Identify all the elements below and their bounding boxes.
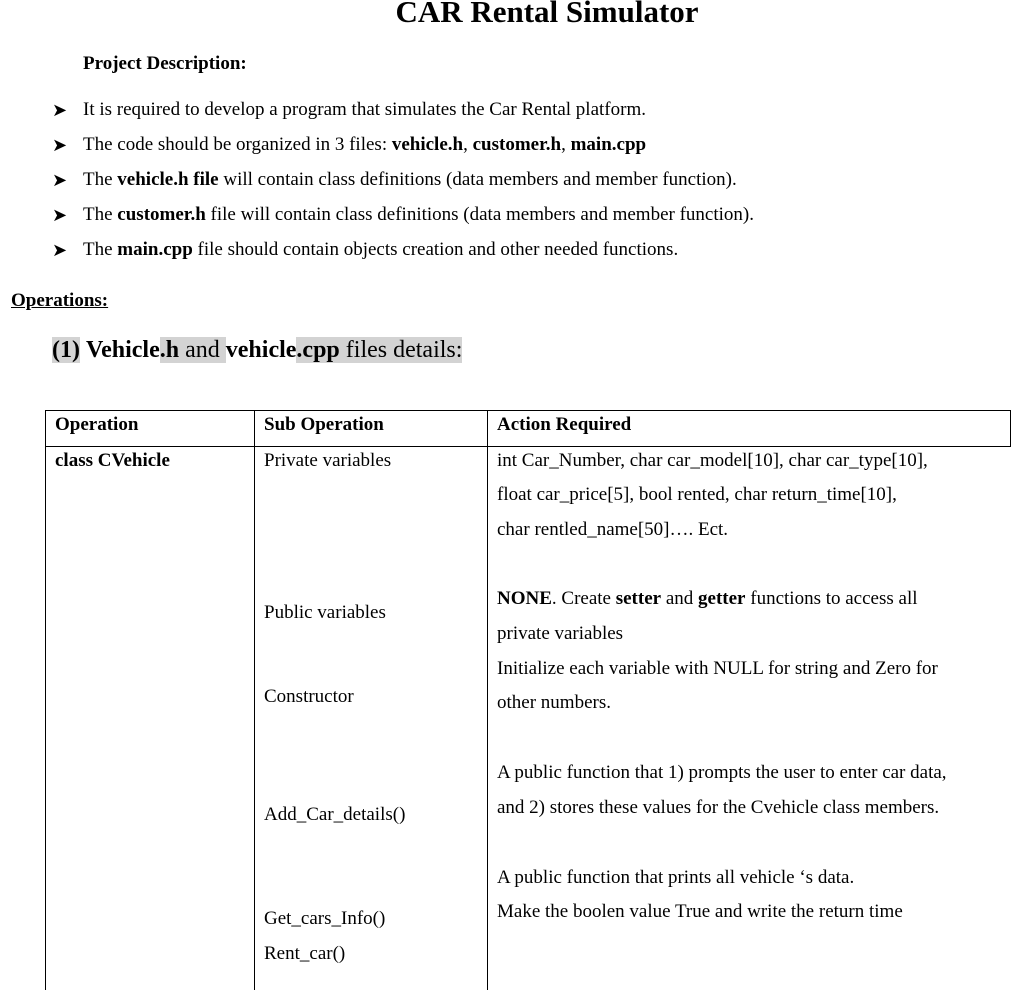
requirement-text: vehicle.h file [117, 169, 219, 190]
section-word-vehicle2: vehicle [225, 337, 297, 363]
section-word-vehicle: Vehicle [85, 337, 160, 363]
action-private-line-3: char rentled_name[50]…. Ect. [497, 519, 729, 540]
action-public-line-2: private variables [497, 623, 624, 644]
action-private-line-2: float car_price[5], bool rented, char return_time[10], [497, 484, 897, 505]
requirement-text: It is required to develop a program that simulates the Car Rental platform. [83, 99, 646, 120]
requirement-text: file will contain class definitions (data members and member function). [205, 204, 754, 225]
requirement-item [0, 131, 754, 166]
requirement-item [0, 236, 754, 271]
action-public-text-c: functions to access all [745, 588, 918, 609]
table-border-right [1010, 410, 1011, 447]
requirement-text: The [83, 239, 118, 260]
requirement-text: , [463, 134, 473, 155]
requirement-text: The [83, 204, 118, 225]
section-word-cpp: .cpp [296, 337, 340, 363]
action-get-line-1: A public function that prints all vehicle ‘s data. [497, 867, 855, 888]
action-rent-line-1: Make the boolen value True and write the return time [497, 901, 903, 922]
requirement-text: file should contain objects creation and other needed functions. [192, 239, 679, 260]
requirement-text: customer.h [117, 204, 206, 225]
requirement-text: vehicle.h [391, 134, 464, 155]
arrow-bullet-icon: ➤ [52, 240, 68, 260]
requirements-list [0, 96, 754, 271]
requirement-text: The code should be organized in 3 files: [83, 134, 392, 155]
arrow-bullet-icon: ➤ [52, 135, 68, 155]
requirement-item [0, 96, 754, 131]
action-getter-keyword: getter [698, 588, 746, 609]
subop-add-car-details: Add_Car_details() [264, 804, 406, 825]
header-sub-operation: Sub Operation [264, 414, 384, 435]
subop-rent-car: Rent_car() [264, 943, 346, 964]
section-word-h: .h [159, 337, 180, 363]
arrow-bullet-icon: ➤ [52, 170, 68, 190]
action-private-line-1: int Car_Number, char car_model[10], char car_type[10], [497, 450, 928, 471]
document-title: CAR Rental Simulator [395, 0, 699, 29]
action-add-line-1: A public function that 1) prompts the user to enter car data, [497, 762, 947, 783]
operations-table [45, 410, 1011, 990]
subop-private-variables: Private variables [264, 450, 392, 471]
table-border-top [45, 410, 1011, 411]
requirement-text: main.cpp [570, 134, 647, 155]
operations-heading: Operations: [11, 290, 109, 311]
action-add-line-2: and 2) stores these values for the Cvehicle class members. [497, 797, 940, 818]
action-public-text-b: and [661, 588, 699, 609]
section-heading [52, 334, 462, 366]
operation-class-cvehicle: class CVehicle [55, 450, 170, 471]
header-action-required: Action Required [497, 414, 632, 435]
requirement-text: The [83, 169, 118, 190]
action-constructor-line-1: Initialize each variable with NULL for string and Zero for [497, 658, 938, 679]
table-border-left [45, 410, 46, 990]
project-description-heading: Project Description: [83, 53, 247, 74]
action-none-keyword: NONE [497, 588, 552, 609]
action-setter-keyword: setter [615, 588, 662, 609]
section-number: (1) [52, 337, 80, 363]
arrow-bullet-icon: ➤ [52, 100, 68, 120]
section-word-and: and [179, 337, 226, 363]
table-col-divider-2 [487, 410, 488, 990]
header-operation: Operation [55, 414, 139, 435]
requirement-item [0, 166, 754, 201]
requirement-text: customer.h [472, 134, 562, 155]
subop-get-cars-info: Get_cars_Info() [264, 908, 386, 929]
subop-public-variables: Public variables [264, 602, 386, 623]
table-header-divider [45, 446, 1011, 447]
action-public-line-1 [497, 587, 918, 611]
action-constructor-line-2: other numbers. [497, 692, 611, 713]
action-public-text-a: . Create [551, 588, 616, 609]
requirement-text: main.cpp [117, 239, 193, 260]
subop-constructor: Constructor [264, 686, 354, 707]
requirement-item [0, 201, 754, 236]
section-word-files: files details: [339, 337, 463, 363]
arrow-bullet-icon: ➤ [52, 205, 68, 225]
requirement-text: , [561, 134, 571, 155]
requirement-text: will contain class definitions (data members and member function). [218, 169, 737, 190]
table-col-divider-1 [254, 410, 255, 990]
